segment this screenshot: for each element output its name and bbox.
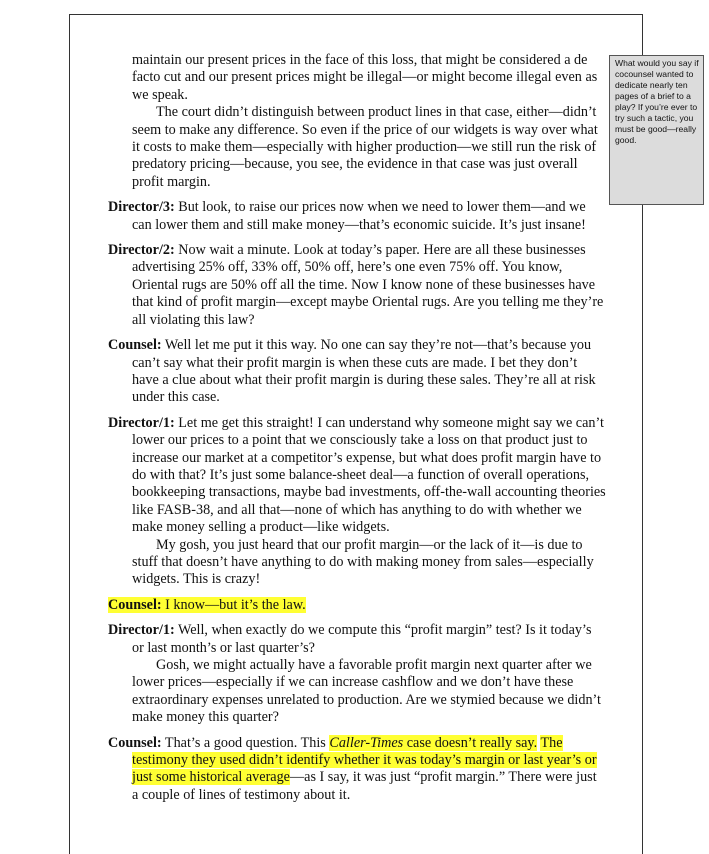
case-name: Caller-Times (329, 734, 404, 751)
highlight: Caller-Times case doesn’t really say. (329, 734, 538, 751)
dialogue-text: Now wait a minute. Look at today’s paper. Here are all these businesses advertising 25% off, 33% off, 50% off, here’s one even 75% off. You know, Oriental rugs are 50% off all the time. Now I know none of these businesses have that kind of profit margin—except maybe Oriental rugs. Are you telling me they’re all violating this law? (132, 242, 604, 328)
speaker-label: Counsel: (108, 734, 162, 751)
dialogue-text: I know—but it’s the law. (165, 596, 306, 613)
speaker-label: Director/1: (108, 414, 175, 431)
speaker-label: Director/2: (108, 242, 175, 259)
dialogue-text: Well let me put it this way. No one can say they’re not—that’s because you can’t say what their profit margin is when these cuts are made. I bet they don’t have a clue about what their profit margin is during these sales. They’re all at risk under this case. (132, 337, 596, 406)
margin-note: What would you say if cocounsel wanted to dedicate nearly ten pages of a brief to a play? If you’re ever to try such a tactic, you must be good—really good. (609, 55, 704, 205)
speaker-label: Director/1: (108, 622, 175, 639)
dialogue-counsel-2 (108, 597, 606, 614)
dialogue-text: That’s a good question. This (164, 734, 326, 751)
speaker-label: Counsel: (108, 337, 162, 354)
speaker-label: Counsel: (108, 596, 162, 613)
paragraph: My gosh, you just heard that our profit margin—or the lack of it—is due to stuff that doesn’t have anything to do with making money from sales—especially widgets. This is crazy! (132, 536, 594, 588)
speaker-label: Director/3: (108, 199, 175, 216)
document-body (108, 52, 606, 804)
dialogue-text: Well, when exactly do we compute this “profit margin” test? Is it today’s or last month’s or last quarter’s? (132, 622, 592, 656)
dialogue-counsel-3 (108, 735, 606, 805)
dialogue-director3 (108, 199, 606, 234)
dialogue-director1-b (108, 622, 606, 657)
paragraph: Gosh, we might actually have a favorable profit margin next quarter after we lower prices—especially if we can increase cashflow and we don’t have these extraordinary expenses unrelated to production. Are we stymied because we didn’t make money this quarter? (132, 657, 601, 726)
paragraph: The court didn’t distinguish between product lines in that case, either—didn’t seem to make any difference. So even if the price of our widgets is way over what it costs to make them—especially with higher production—we still run the risk of predatory pricing—because, you see, the evidence in that case was just overall profit margin. (132, 104, 598, 190)
dialogue-text: —as I say, it was just “profit margin.” There were just a couple of lines of testimony about it. (132, 769, 597, 803)
dialogue-counsel-1 (108, 337, 606, 407)
dialogue-text: But look, to raise our prices now when we need to lower them—and we can lower them and still make money—that’s economic suicide. It’s just insane! (132, 199, 586, 233)
dialogue-director1-a (108, 415, 606, 537)
dialogue-director2 (108, 242, 606, 329)
paragraph: maintain our present prices in the face of this loss, that might be considered a de facto cut and our present prices might be illegal—or might become illegal even as we speak. (132, 52, 598, 103)
dialogue-text: Let me get this straight! I can understand why someone might say we can’t lower our prices to a point that we consciously take a loss on that product just to increase our market at a competitor’s expense, but what does profit margin have to do with that? It’s just some balance-sheet deal—a function of overall operations, bookkeeping transactions, maybe bad investments, off-the-wall accounting theories like FASB-38, and all that—none of which has anything to do with whether we make money selling a product—like widgets. (132, 414, 606, 536)
highlight: The testimony they used didn’t identify whether it was today’s margin or last year’s or just some historical average (132, 734, 597, 786)
